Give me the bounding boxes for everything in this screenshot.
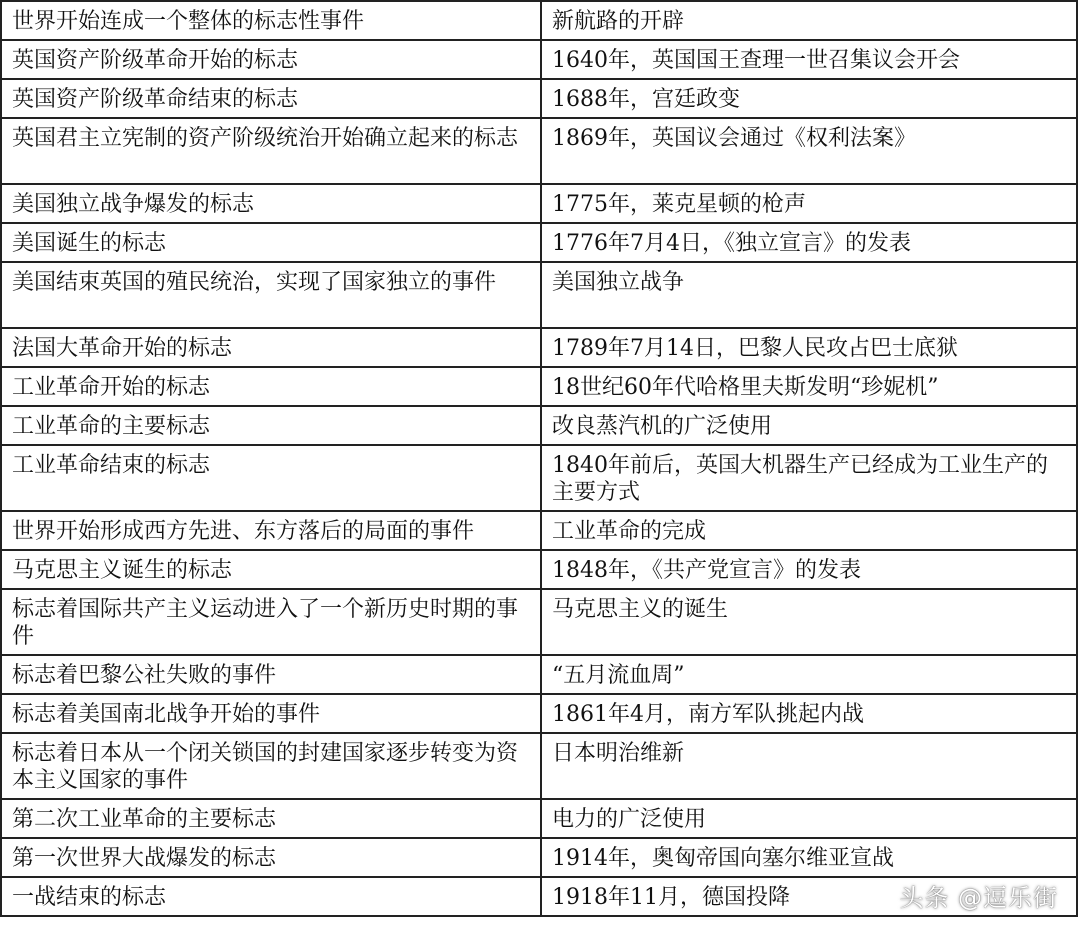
answer-cell: 1776年7月4日，《独立宣言》的发表 <box>541 223 1077 262</box>
answer-cell: “五月流血周” <box>541 655 1077 694</box>
table-row <box>1 589 1077 655</box>
event-cell: 美国诞生的标志 <box>1 223 541 262</box>
table-row <box>1 511 1077 550</box>
answer-cell: 18世纪60年代哈格里夫斯发明“珍妮机” <box>541 367 1077 406</box>
event-cell: 工业革命开始的标志 <box>1 367 541 406</box>
event-cell: 美国独立战争爆发的标志 <box>1 184 541 223</box>
answer-cell: 1918年11月，德国投降 <box>541 877 1077 916</box>
table-row <box>1 694 1077 733</box>
table-row <box>1 733 1077 799</box>
table-row <box>1 799 1077 838</box>
table-row <box>1 184 1077 223</box>
table-row <box>1 367 1077 406</box>
event-cell: 英国资产阶级革命结束的标志 <box>1 79 541 118</box>
answer-cell: 工业革命的完成 <box>541 511 1077 550</box>
event-cell: 标志着巴黎公社失败的事件 <box>1 655 541 694</box>
event-cell: 工业革命的主要标志 <box>1 406 541 445</box>
table-row <box>1 79 1077 118</box>
answer-cell: 1861年4月，南方军队挑起内战 <box>541 694 1077 733</box>
event-cell: 世界开始形成西方先进、东方落后的局面的事件 <box>1 511 541 550</box>
table-row <box>1 118 1077 184</box>
answer-cell: 1914年，奥匈帝国向塞尔维亚宣战 <box>541 838 1077 877</box>
answer-cell: 1640年，英国国王查理一世召集议会开会 <box>541 40 1077 79</box>
event-cell: 世界开始连成一个整体的标志性事件 <box>1 1 541 40</box>
table-row <box>1 838 1077 877</box>
event-cell: 标志着日本从一个闭关锁国的封建国家逐步转变为资本主义国家的事件 <box>1 733 541 799</box>
table-row <box>1 406 1077 445</box>
answer-cell: 1848年，《共产党宣言》的发表 <box>541 550 1077 589</box>
event-cell: 工业革命结束的标志 <box>1 445 541 511</box>
answer-cell: 1840年前后，英国大机器生产已经成为工业生产的主要方式 <box>541 445 1077 511</box>
event-cell: 美国结束英国的殖民统治，实现了国家独立的事件 <box>1 262 541 328</box>
answer-cell: 改良蒸汽机的广泛使用 <box>541 406 1077 445</box>
table-row <box>1 550 1077 589</box>
event-cell: 马克思主义诞生的标志 <box>1 550 541 589</box>
table-row <box>1 262 1077 328</box>
answer-cell: 马克思主义的诞生 <box>541 589 1077 655</box>
event-cell: 标志着国际共产主义运动进入了一个新历史时期的事件 <box>1 589 541 655</box>
answer-cell: 1688年，宫廷政变 <box>541 79 1077 118</box>
table-body <box>1 1 1077 916</box>
answer-cell: 1775年，莱克星顿的枪声 <box>541 184 1077 223</box>
event-cell: 一战结束的标志 <box>1 877 541 916</box>
table-row <box>1 655 1077 694</box>
table-row <box>1 1 1077 40</box>
answer-cell: 美国独立战争 <box>541 262 1077 328</box>
watermark: 头条 @逗乐街 <box>899 884 1058 912</box>
answer-cell: 日本明治维新 <box>541 733 1077 799</box>
event-cell: 法国大革命开始的标志 <box>1 328 541 367</box>
answer-cell: 1789年7月14日，巴黎人民攻占巴士底狱 <box>541 328 1077 367</box>
event-cell: 英国君主立宪制的资产阶级统治开始确立起来的标志 <box>1 118 541 184</box>
table-row <box>1 40 1077 79</box>
answer-cell: 电力的广泛使用 <box>541 799 1077 838</box>
table-row <box>1 445 1077 511</box>
event-cell: 第二次工业革命的主要标志 <box>1 799 541 838</box>
event-cell: 第一次世界大战爆发的标志 <box>1 838 541 877</box>
answer-cell: 新航路的开辟 <box>541 1 1077 40</box>
event-cell: 标志着美国南北战争开始的事件 <box>1 694 541 733</box>
event-cell: 英国资产阶级革命开始的标志 <box>1 40 541 79</box>
table-row <box>1 223 1077 262</box>
answer-cell: 1869年，英国议会通过《权利法案》 <box>541 118 1077 184</box>
table-row <box>1 328 1077 367</box>
